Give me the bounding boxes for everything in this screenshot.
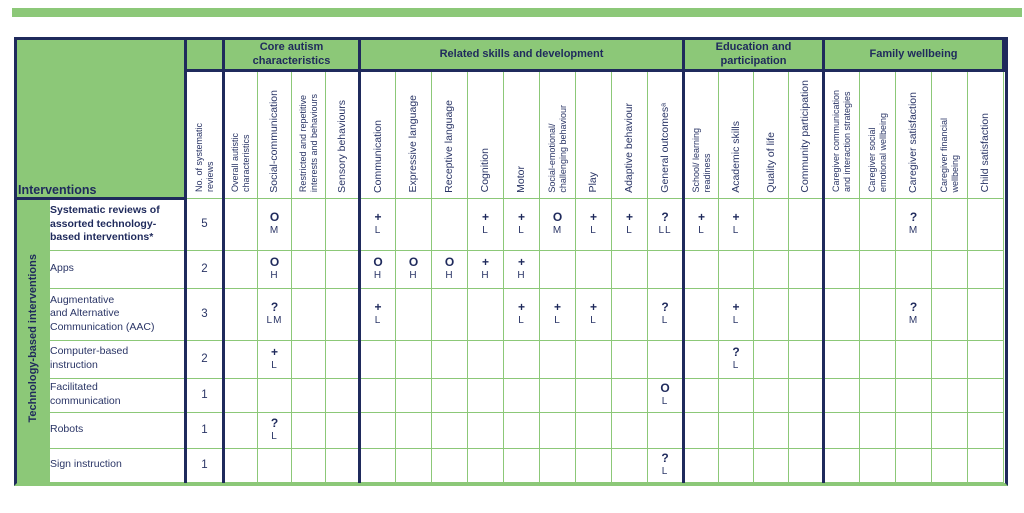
mark-cell — [932, 288, 968, 340]
row-label: Robots — [50, 412, 186, 448]
review-count-cell: 1 — [186, 448, 224, 482]
direction-symbol: O — [444, 255, 455, 270]
mark-cell — [504, 340, 540, 378]
direction-symbol: + — [589, 210, 597, 225]
mark-cell — [719, 250, 754, 288]
evidence-grade: L — [482, 225, 489, 237]
mark-cell — [612, 340, 648, 378]
mark-cell — [824, 412, 860, 448]
mark-cell — [326, 288, 360, 340]
direction-symbol: ? — [661, 300, 669, 315]
column-header-label: Motor — [515, 165, 528, 193]
mark-cell — [326, 448, 360, 482]
evidence-grade: M — [269, 225, 280, 237]
interventions-corner-cell — [18, 41, 186, 199]
mark-cell — [432, 378, 468, 412]
column-header-adaptive-behaviour — [612, 70, 648, 198]
mark-cell — [860, 288, 896, 340]
column-header-school-learning-readiness — [684, 70, 719, 198]
mark-cell — [576, 412, 612, 448]
evidence-grade: M — [908, 315, 919, 327]
mark-cell — [612, 378, 648, 412]
mark-cell — [258, 250, 292, 288]
evidence-grade: M — [908, 225, 919, 237]
mark-cell — [326, 340, 360, 378]
column-header-label: No. of systematic reviews — [193, 123, 215, 193]
evidence-grade: L — [661, 315, 669, 327]
mark-cell — [612, 198, 648, 250]
mark-cell — [612, 288, 648, 340]
table-row-augmentative — [18, 288, 1004, 340]
direction-symbol: O — [660, 381, 670, 396]
mark-cell — [292, 288, 326, 340]
mark-cell — [789, 250, 824, 288]
mark-cell — [824, 198, 860, 250]
evidence-grade: L — [374, 225, 382, 237]
sidebar-category-label: Technology-based interventions — [26, 253, 39, 423]
mark-cell — [396, 288, 432, 340]
column-header-caregiver-communication-and-interaction- — [824, 70, 860, 198]
direction-symbol: + — [697, 210, 705, 225]
evidence-grade: L — [698, 225, 705, 237]
direction-symbol: + — [625, 210, 633, 225]
evidence-grade: LM — [266, 315, 283, 327]
direction-symbol: O — [552, 210, 563, 225]
mark-cell — [326, 250, 360, 288]
mark-cell — [432, 448, 468, 482]
mark-cell — [824, 288, 860, 340]
mark-cell — [396, 250, 432, 288]
direction-symbol: + — [374, 210, 382, 225]
mark-cell — [932, 340, 968, 378]
mark-cell — [648, 288, 684, 340]
direction-symbol: ? — [661, 210, 669, 225]
mark-cell — [968, 378, 1004, 412]
column-header-communication — [360, 70, 396, 198]
mark-cell — [576, 448, 612, 482]
mark-cell — [576, 378, 612, 412]
evidence-grade: H — [409, 270, 418, 282]
mark-cell — [258, 340, 292, 378]
mark-cell — [789, 378, 824, 412]
mark-cell — [789, 198, 824, 250]
direction-symbol: + — [517, 300, 525, 315]
mark-cell — [932, 198, 968, 250]
direction-symbol: + — [374, 300, 382, 315]
direction-symbol: + — [517, 210, 525, 225]
mark-cell — [292, 448, 326, 482]
mark-cell — [258, 412, 292, 448]
mark-cell — [824, 378, 860, 412]
mark-cell — [224, 198, 258, 250]
mark-cell — [968, 340, 1004, 378]
mark-cell — [360, 250, 396, 288]
column-header-label: General outcomesᵃ — [658, 102, 671, 193]
mark-cell — [258, 288, 292, 340]
mark-cell — [360, 288, 396, 340]
mark-cell — [292, 378, 326, 412]
mark-cell — [754, 198, 789, 250]
mark-cell — [684, 378, 719, 412]
mark-cell — [396, 340, 432, 378]
evidence-matrix-table — [17, 40, 1005, 483]
mark-cell — [648, 378, 684, 412]
column-header-motor — [504, 70, 540, 198]
mark-cell — [292, 412, 326, 448]
direction-symbol: + — [553, 300, 561, 315]
mark-cell — [292, 340, 326, 378]
column-header-caregiver-financial-wellbeing — [932, 70, 968, 198]
evidence-grade: M — [552, 225, 563, 237]
evidence-grade: L — [661, 396, 669, 408]
mark-cell — [860, 448, 896, 482]
mark-cell — [432, 250, 468, 288]
direction-symbol: ? — [909, 300, 918, 315]
group-header-family-wellbeing: Family wellbeing — [824, 41, 1004, 71]
mark-cell — [719, 378, 754, 412]
evidence-grade: L — [732, 225, 740, 237]
column-header-quality-of-life — [754, 70, 789, 198]
mark-cell — [896, 378, 932, 412]
mark-cell — [860, 378, 896, 412]
mark-cell — [932, 412, 968, 448]
evidence-grade: H — [445, 270, 454, 282]
column-header-label: Academic skills — [729, 120, 742, 193]
mark-cell — [648, 448, 684, 482]
mark-cell — [468, 250, 504, 288]
mark-cell — [292, 250, 326, 288]
column-header-label: Restricted and repetitive interests and behaviours — [297, 94, 319, 193]
mark-cell — [504, 250, 540, 288]
evidence-grade: H — [481, 270, 490, 282]
column-header-label: Expressive language — [407, 95, 420, 193]
row-label: Computer-based instruction — [50, 340, 186, 378]
mark-cell — [504, 378, 540, 412]
sidebar-category-cell — [18, 198, 50, 482]
mark-cell — [540, 288, 576, 340]
mark-cell — [754, 288, 789, 340]
mark-cell — [860, 412, 896, 448]
group-header-education-and-participation: Education and participation — [684, 41, 824, 71]
mark-cell — [789, 288, 824, 340]
column-header-social-communication — [258, 70, 292, 198]
review-count-cell: 1 — [186, 378, 224, 412]
direction-symbol: + — [589, 300, 597, 315]
direction-symbol: ? — [732, 345, 740, 360]
mark-cell — [432, 412, 468, 448]
mark-cell — [754, 412, 789, 448]
mark-cell — [754, 250, 789, 288]
column-header-expressive-language — [396, 70, 432, 198]
mark-cell — [648, 198, 684, 250]
evidence-grade: L — [590, 225, 597, 237]
mark-cell — [540, 198, 576, 250]
mark-cell — [468, 448, 504, 482]
direction-symbol: + — [481, 255, 489, 270]
mark-cell — [360, 412, 396, 448]
evidence-grade: H — [517, 270, 526, 282]
column-header-sensory-behaviours — [326, 70, 360, 198]
table-row-systematic-reviews-of — [18, 198, 1004, 250]
mark-cell — [648, 412, 684, 448]
mark-cell — [326, 412, 360, 448]
evidence-grade: H — [373, 270, 383, 282]
row-label: Sign instruction — [50, 448, 186, 482]
mark-cell — [468, 378, 504, 412]
top-accent-bar — [12, 8, 1022, 17]
mark-cell — [540, 412, 576, 448]
column-header-social-emotional-challenging-behaviour — [540, 70, 576, 198]
table-row-computer-based — [18, 340, 1004, 378]
mark-cell — [326, 198, 360, 250]
direction-symbol: O — [269, 210, 280, 225]
mark-cell — [932, 448, 968, 482]
column-header-label: School/ learning readiness — [690, 127, 712, 193]
mark-cell — [396, 198, 432, 250]
column-header-label: Social-emotional/ challenging behaviour — [546, 104, 568, 193]
mark-cell — [968, 288, 1004, 340]
mark-cell — [540, 340, 576, 378]
mark-cell — [719, 340, 754, 378]
mark-cell — [754, 340, 789, 378]
column-header-label: Communication — [371, 119, 384, 193]
evidence-grade: L — [626, 225, 633, 237]
table-row-facilitated — [18, 378, 1004, 412]
column-header-caregiver-satisfaction — [896, 70, 932, 198]
direction-symbol: O — [373, 255, 383, 270]
evidence-grade: LL — [658, 225, 672, 237]
mark-cell — [719, 412, 754, 448]
mark-cell — [896, 288, 932, 340]
column-header-label: Receptive language — [443, 99, 456, 193]
column-header-label: Play — [587, 172, 600, 193]
mark-cell — [224, 288, 258, 340]
mark-cell — [968, 412, 1004, 448]
direction-symbol: ? — [661, 451, 669, 466]
corner-label: Interventions — [18, 182, 97, 197]
direction-symbol: + — [517, 255, 525, 270]
mark-cell — [432, 340, 468, 378]
mark-cell — [684, 340, 719, 378]
group-header-related-skills-and-development: Related skills and development — [360, 41, 684, 71]
column-header-community-participation — [789, 70, 824, 198]
column-header-label: Caregiver financial wellbeing — [938, 117, 960, 193]
group-header-row — [18, 41, 1004, 71]
column-header-label: Child satisfaction — [979, 113, 992, 193]
row-label: Apps — [50, 250, 186, 288]
mark-cell — [719, 288, 754, 340]
column-header-academic-skills — [719, 70, 754, 198]
mark-cell — [576, 288, 612, 340]
review-count-cell: 2 — [186, 340, 224, 378]
mark-cell — [789, 412, 824, 448]
mark-cell — [860, 250, 896, 288]
row-label: Facilitated communication — [50, 378, 186, 412]
column-header-restricted-and-repetitive-interests-and- — [292, 70, 326, 198]
direction-symbol: + — [270, 345, 278, 360]
evidence-matrix-frame — [14, 37, 1008, 486]
mark-cell — [576, 198, 612, 250]
direction-symbol: ? — [270, 416, 279, 431]
mark-cell — [396, 378, 432, 412]
column-header-label: Caregiver satisfaction — [907, 91, 920, 193]
evidence-grade: H — [270, 270, 279, 282]
direction-symbol: ? — [270, 300, 279, 315]
mark-cell — [684, 288, 719, 340]
mark-cell — [576, 340, 612, 378]
review-count-cell: 2 — [186, 250, 224, 288]
mark-cell — [224, 340, 258, 378]
mark-cell — [504, 288, 540, 340]
evidence-grade: L — [732, 315, 740, 327]
mark-cell — [612, 250, 648, 288]
mark-cell — [326, 378, 360, 412]
mark-cell — [824, 448, 860, 482]
mark-cell — [432, 198, 468, 250]
evidence-grade: L — [518, 315, 525, 327]
direction-symbol: + — [481, 210, 489, 225]
mark-cell — [968, 198, 1004, 250]
evidence-grade: L — [732, 360, 740, 372]
mark-cell — [968, 448, 1004, 482]
direction-symbol: O — [408, 255, 419, 270]
column-header-child-satisfaction — [968, 70, 1004, 198]
mark-cell — [896, 250, 932, 288]
mark-cell — [860, 340, 896, 378]
mark-cell — [540, 378, 576, 412]
mark-cell — [504, 412, 540, 448]
mark-cell — [360, 198, 396, 250]
mark-cell — [968, 250, 1004, 288]
mark-cell — [258, 198, 292, 250]
mark-cell — [360, 378, 396, 412]
mark-cell — [432, 288, 468, 340]
direction-symbol: O — [269, 255, 280, 270]
column-header-label: Caregiver communication and interaction strategies — [831, 90, 852, 193]
mark-cell — [896, 340, 932, 378]
mark-cell — [754, 448, 789, 482]
mark-cell — [754, 378, 789, 412]
mark-cell — [612, 412, 648, 448]
mark-cell — [396, 412, 432, 448]
column-header-play — [576, 70, 612, 198]
review-count-cell: 1 — [186, 412, 224, 448]
mark-cell — [684, 412, 719, 448]
column-header-caregiver-social-emotional-wellbeing — [860, 70, 896, 198]
mark-cell — [468, 198, 504, 250]
mark-cell — [789, 448, 824, 482]
mark-cell — [224, 412, 258, 448]
mark-cell — [648, 340, 684, 378]
mark-cell — [719, 448, 754, 482]
mark-cell — [896, 412, 932, 448]
column-header-label: Sensory behaviours — [335, 99, 348, 193]
table-row-sign-instruction — [18, 448, 1004, 482]
review-count-cell: 5 — [186, 198, 224, 250]
review-count-cell: 3 — [186, 288, 224, 340]
mark-cell — [576, 250, 612, 288]
evidence-grade: L — [554, 315, 561, 327]
mark-cell — [468, 288, 504, 340]
column-header-label: Community participation — [799, 79, 812, 193]
direction-symbol: + — [732, 210, 740, 225]
row-label: Systematic reviews of assorted technology- based interventions* — [50, 198, 186, 250]
mark-cell — [540, 448, 576, 482]
mark-cell — [896, 448, 932, 482]
evidence-grade: L — [271, 360, 278, 372]
evidence-grade: L — [590, 315, 597, 327]
group-header-core-autism-characteristics: Core autism characteristics — [224, 41, 360, 71]
direction-symbol: ? — [909, 210, 918, 225]
column-header-no-of-systematic-reviews — [186, 70, 224, 198]
mark-cell — [468, 412, 504, 448]
mark-cell — [360, 340, 396, 378]
column-header-overall-autistic-characteristics — [224, 70, 258, 198]
mark-cell — [932, 250, 968, 288]
mark-cell — [504, 448, 540, 482]
mark-cell — [824, 340, 860, 378]
column-header-label: Overall autistic characteristics — [230, 133, 251, 193]
mark-cell — [224, 378, 258, 412]
column-header-label: Caregiver social emotional wellbeing — [866, 113, 888, 193]
mark-cell — [292, 198, 326, 250]
mark-cell — [896, 198, 932, 250]
mark-cell — [540, 250, 576, 288]
mark-cell — [789, 340, 824, 378]
mark-cell — [932, 378, 968, 412]
column-header-cognition — [468, 70, 504, 198]
mark-cell — [360, 448, 396, 482]
mark-cell — [612, 448, 648, 482]
row-label: Augmentative and Alternative Communication (AAC) — [50, 288, 186, 340]
column-header-receptive-language — [432, 70, 468, 198]
mark-cell — [684, 250, 719, 288]
mark-cell — [468, 340, 504, 378]
column-header-label: Cognition — [479, 148, 492, 193]
mark-cell — [824, 250, 860, 288]
evidence-grade: L — [374, 315, 382, 327]
mark-cell — [224, 448, 258, 482]
mark-cell — [860, 198, 896, 250]
column-header-label: Social-communication — [268, 89, 281, 193]
num-col-group-spacer — [186, 41, 224, 71]
mark-cell — [648, 250, 684, 288]
mark-cell — [684, 198, 719, 250]
table-row-robots — [18, 412, 1004, 448]
table-row-apps — [18, 250, 1004, 288]
evidence-grade: L — [271, 431, 278, 443]
evidence-grade: L — [661, 466, 669, 478]
mark-cell — [396, 448, 432, 482]
column-header-label: Quality of life — [764, 131, 777, 193]
column-header-label: Adaptive behaviour — [623, 102, 636, 193]
mark-cell — [258, 378, 292, 412]
mark-cell — [719, 198, 754, 250]
mark-cell — [504, 198, 540, 250]
mark-cell — [258, 448, 292, 482]
mark-cell — [224, 250, 258, 288]
evidence-grade: L — [518, 225, 525, 237]
direction-symbol: + — [732, 300, 740, 315]
mark-cell — [684, 448, 719, 482]
column-header-general-outcomes — [648, 70, 684, 198]
